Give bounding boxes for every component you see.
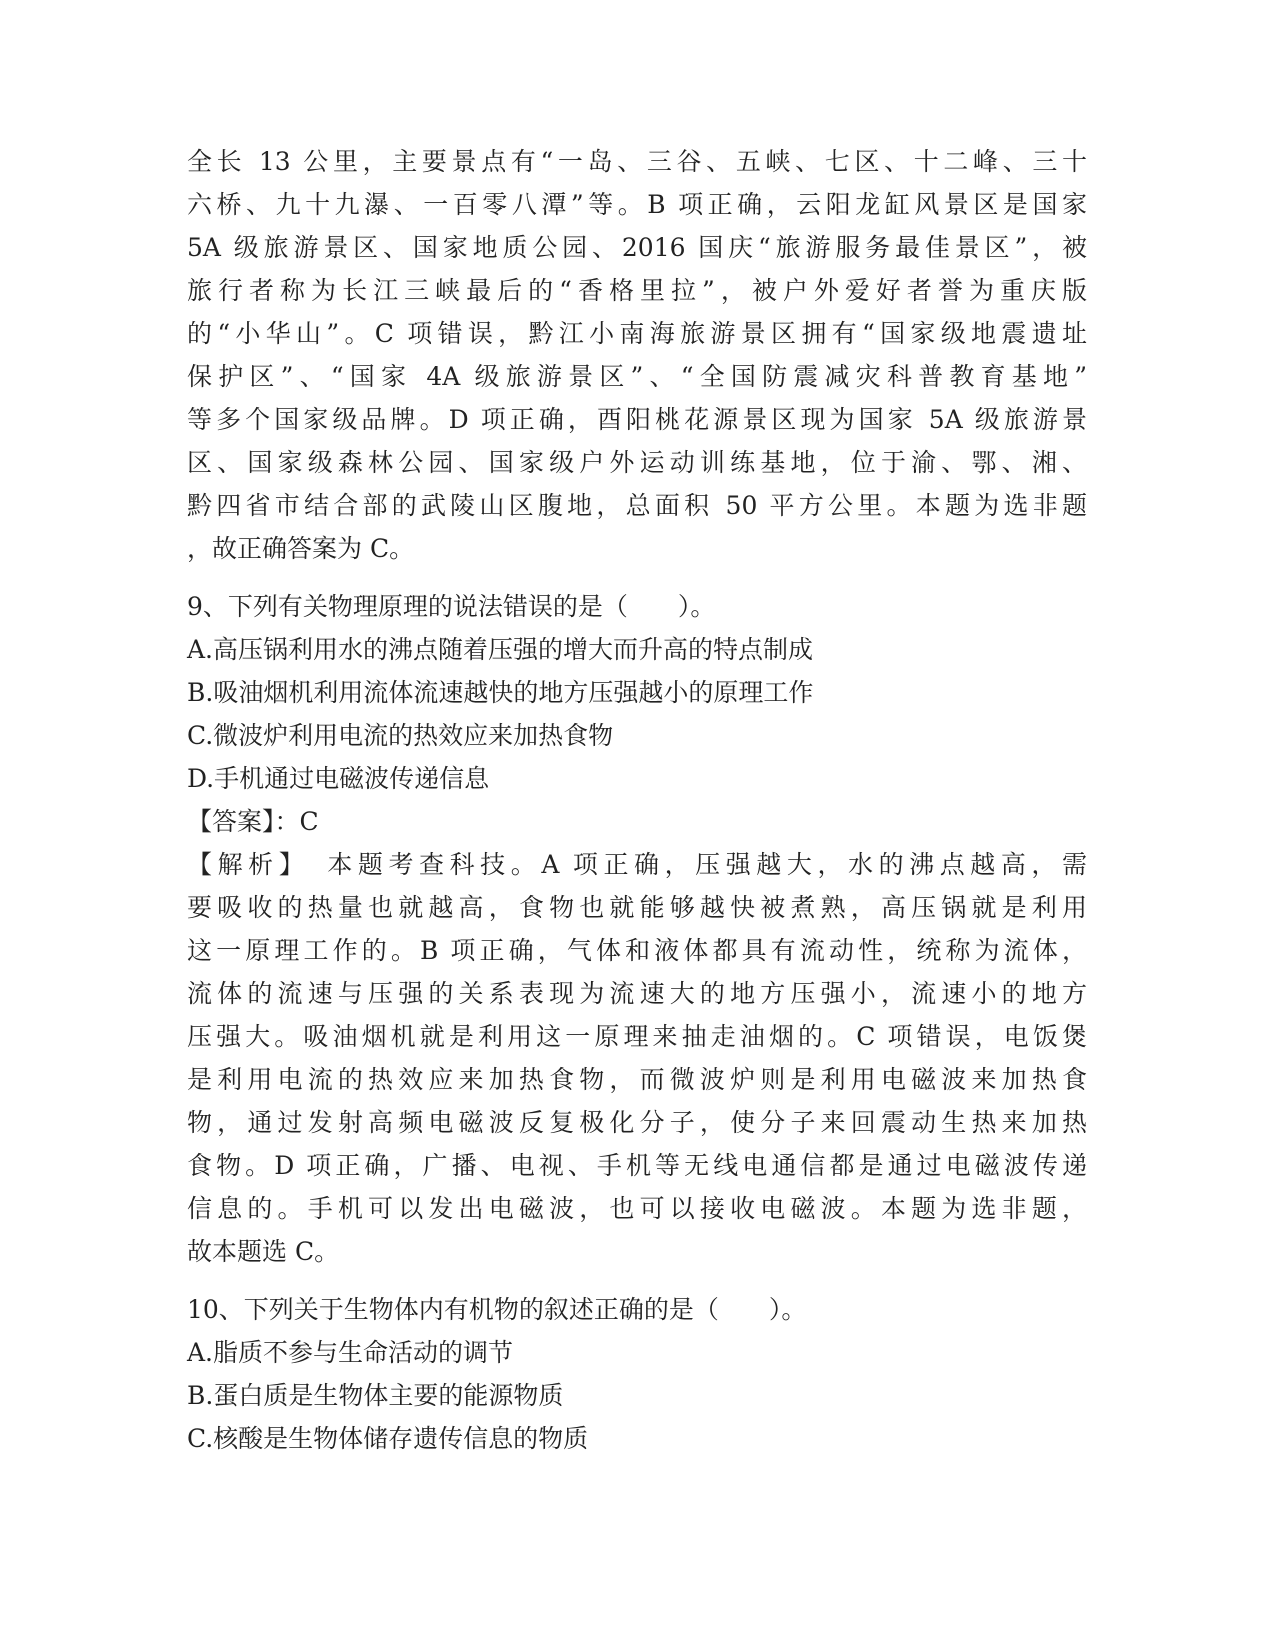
text-line: 流体的流速与压强的关系表现为流速大的地方压强小，流速小的地方 (187, 979, 1087, 1008)
text-line: 是利用电流的热效应来加热食物，而微波炉则是利用电磁波来加热食 (187, 1065, 1087, 1094)
question-10 (187, 1288, 1087, 1460)
text-line: 要吸收的热量也就越高，食物也就能够越快被煮熟，高压锅就是利用 (187, 893, 1087, 922)
text-line: 压强大。吸油烟机就是利用这一原理来抽走油烟的。C 项错误，电饭煲 (187, 1022, 1087, 1051)
option-a: A.脂质不参与生命活动的调节 (187, 1338, 514, 1367)
text-line: 物，通过发射高频电磁波反复极化分子，使分子来回震动生热来加热 (187, 1108, 1087, 1137)
explanation-paragraph-q8 (187, 140, 1087, 570)
option-d: D.手机通过电磁波传递信息 (187, 764, 490, 793)
question-9 (187, 585, 1087, 1273)
text-line: 的“小华山”。C 项错误，黔江小南海旅游景区拥有“国家级地震遗址 (187, 319, 1087, 348)
answer-line: 【答案】：C (187, 807, 319, 836)
paragraph-gap (187, 1273, 1087, 1288)
text-line: 等多个国家级品牌。D 项正确，酉阳桃花源景区现为国家 5A 级旅游景 (187, 405, 1087, 434)
text-line: 5A 级旅游景区、国家地质公园、2016 国庆“旅游服务最佳景区”，被 (187, 233, 1087, 262)
text-line: 六桥、九十九瀑、一百零八潭”等。B 项正确，云阳龙缸风景区是国家 (187, 190, 1087, 219)
option-c: C.核酸是生物体储存遗传信息的物质 (187, 1424, 589, 1453)
option-b: B.吸油烟机利用流体流速越快的地方压强越小的原理工作 (187, 678, 814, 707)
text-line: 保护区”、“国家 4A 级旅游景区”、“全国防震减灾科普教育基地” (187, 362, 1087, 391)
text-line: 旅行者称为长江三峡最后的“香格里拉”，被户外爱好者誉为重庆版 (187, 276, 1087, 305)
text-line: 黔四省市结合部的武陵山区腹地，总面积 50 平方公里。本题为选非题 (187, 491, 1087, 520)
text-line: 故本题选 C。 (187, 1237, 340, 1266)
option-b: B.蛋白质是生物体主要的能源物质 (187, 1381, 564, 1410)
text-line: 区、国家级森林公园、国家级户外运动训练基地，位于渝、鄂、湘、 (187, 448, 1087, 477)
text-line: 信息的。手机可以发出电磁波，也可以接收电磁波。本题为选非题， (187, 1194, 1087, 1223)
text-line: ，故正确答案为 C。 (187, 534, 415, 563)
text-line: 【解析】 本题考查科技。A 项正确，压强越大，水的沸点越高，需 (187, 850, 1087, 879)
question-stem: 9、下列有关物理原理的说法错误的是（ ）。 (187, 592, 716, 621)
analysis-paragraph (187, 843, 1087, 1273)
option-a: A.高压锅利用水的沸点随着压强的增大而升高的特点制成 (187, 635, 814, 664)
text-line: 这一原理工作的。B 项正确，气体和液体都具有流动性，统称为流体， (187, 936, 1087, 965)
document-page (187, 140, 1087, 1460)
text-line: 全长 13 公里，主要景点有“一岛、三谷、五峡、七区、十二峰、三十 (187, 147, 1087, 176)
question-stem: 10、下列关于生物体内有机物的叙述正确的是（ ）。 (187, 1295, 807, 1324)
paragraph-gap (187, 570, 1087, 585)
option-c: C.微波炉利用电流的热效应来加热食物 (187, 721, 614, 750)
text-line: 食物。D 项正确，广播、电视、手机等无线电通信都是通过电磁波传递 (187, 1151, 1087, 1180)
